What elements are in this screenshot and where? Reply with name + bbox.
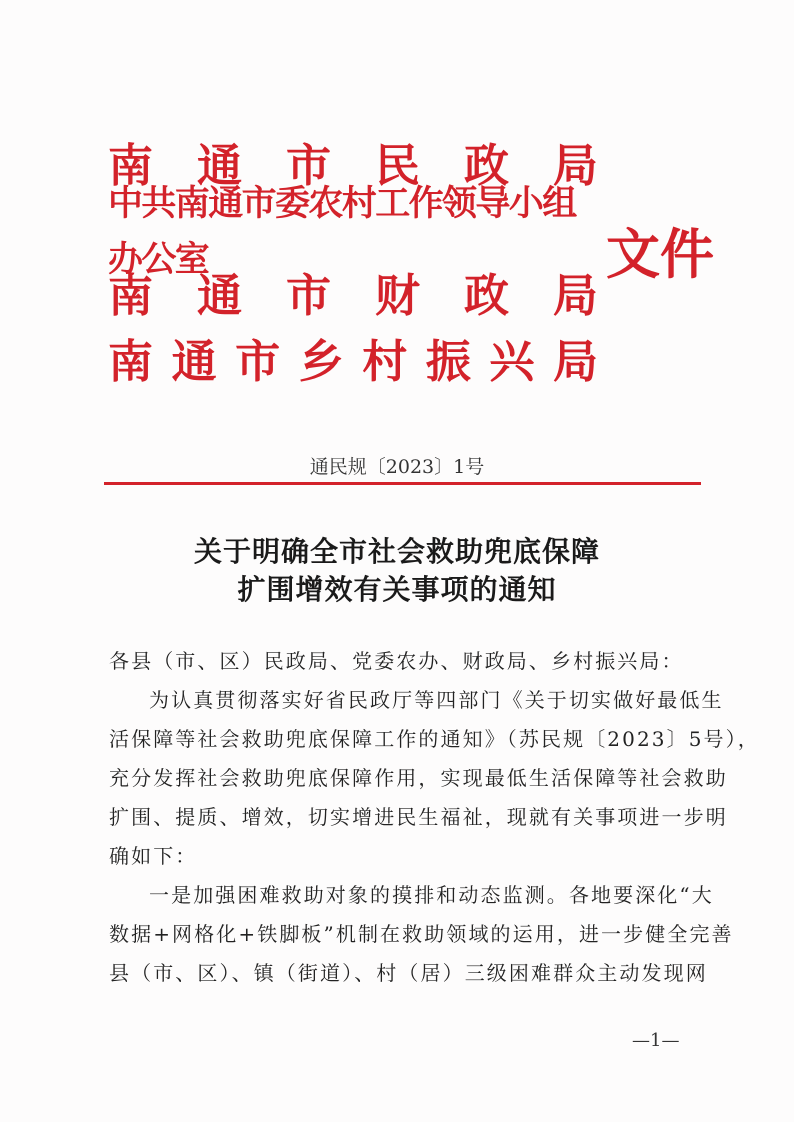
issuer-line-2: [108, 183, 598, 280]
issuer-char: 局: [552, 269, 598, 322]
para1-line: 活保障等社会救助兜底保障工作的通知》（苏民规〔2023〕5号），: [109, 727, 760, 751]
para1-line: 扩围、提质、增效，切实增进民生福祉，现就有关事项进一步明: [109, 805, 728, 829]
issuer-char: 政: [463, 269, 509, 322]
title-line-2: 扩围增效有关事项的通知: [237, 573, 557, 606]
issuer-line-3: [108, 268, 598, 324]
document-type-label: 文件: [606, 222, 714, 286]
document-number: 通民规〔2023〕1号: [309, 456, 485, 478]
issuer-char: 市: [285, 139, 331, 192]
issuer-char: 乡: [298, 335, 344, 388]
issuer-char: 通: [171, 335, 217, 388]
issuer-char: 振: [425, 335, 471, 388]
issuer-line-4: [108, 334, 598, 390]
issuer-char: 南: [108, 269, 154, 322]
title-line-1: 关于明确全市社会救助兜底保障: [193, 535, 600, 568]
page-number: —1—: [632, 1030, 680, 1051]
para1-line: 充分发挥社会救助兜底保障作用，实现最低生活保障等社会救助: [109, 766, 728, 790]
para2-line: 数据+网格化+铁脚板”机制在救助领域的运用，进一步健全完善: [109, 922, 734, 946]
body-text: [109, 642, 760, 993]
issuer-char: 局: [552, 335, 598, 388]
issuer-char: 村: [362, 335, 408, 388]
issuer-char: 民: [374, 139, 420, 192]
issuer-char: 通: [196, 139, 242, 192]
para1-line: 确如下：: [109, 844, 198, 868]
issuer-char: 财: [374, 269, 420, 322]
issuer-char: 南: [108, 335, 154, 388]
issuer-char: 通: [196, 269, 242, 322]
para2-line: 一是加强困难救助对象的摸排和动态监测。各地要深化“大: [149, 883, 714, 907]
addressee: 各县（市、区）民政局、党委农办、财政局、乡村振兴局：: [109, 649, 684, 673]
issuer-char: 兴: [489, 335, 535, 388]
issuer-char: 市: [235, 335, 281, 388]
issuer-char: 政: [463, 139, 509, 192]
header-divider: [104, 482, 701, 485]
issuer-text: 中共南通市委农村工作领导小组办公室: [108, 183, 576, 280]
issuer-char: 局: [552, 139, 598, 192]
issuer-char: 南: [108, 139, 154, 192]
issuer-char: 市: [285, 269, 331, 322]
para2-line: 县（市、区）、镇（街道）、村（居）三级困难群众主动发现网: [109, 961, 708, 985]
para1-line: 为认真贯彻落实好省民政厅等四部门《关于切实做好最低生: [149, 688, 724, 712]
